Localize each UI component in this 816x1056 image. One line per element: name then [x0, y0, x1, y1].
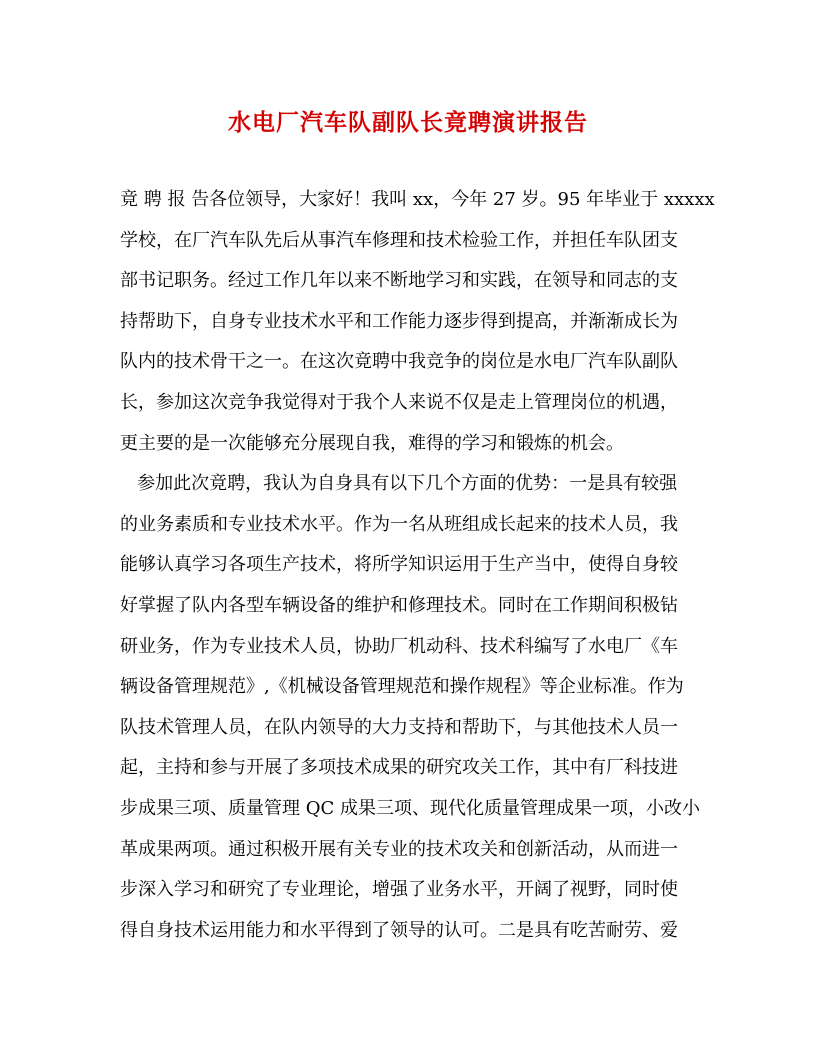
body-line: 起，主持和参与开展了多项技术成果的研究攻关工作，其中有厂科技进: [120, 757, 678, 779]
body-line: 参加此次竟聘，我认为自身具有以下几个方面的优势：一是具有较强: [120, 473, 678, 495]
body-line: 能够认真学习各项生产技术，将所学知识运用于生产当中，使得自身较: [120, 554, 678, 576]
document-body: [120, 180, 720, 951]
body-line: 辆设备管理规范》,《机械设备管理规范和操作规程》等企业标准。作为: [120, 676, 684, 698]
body-line: 持帮助下，自身专业技术水平和工作能力逐步得到提高，并渐渐成长为: [120, 310, 678, 332]
body-line: 的业务素质和专业技术水平。作为一名从班组成长起来的技术人员，我: [120, 513, 678, 535]
body-line: 队技术管理人员，在队内领导的大力支持和帮助下，与其他技术人员一: [120, 716, 678, 738]
body-line: 队内的技术骨干之一。在这次竟聘中我竞争的岗位是水电厂汽车队副队: [120, 351, 678, 373]
body-line: 步深入学习和研究了专业理论，增强了业务水平，开阔了视野，同时使: [120, 879, 678, 901]
body-line: 研业务，作为专业技术人员，协助厂机动科、技术科编写了水电厂《车: [120, 635, 678, 657]
body-line: 好掌握了队内各型车辆设备的维护和修理技术。同时在工作期间积极钻: [120, 594, 678, 616]
body-line: 得自身技术运用能力和水平得到了领导的认可。二是具有吃苦耐劳、爱: [120, 919, 678, 941]
body-line: 革成果两项。通过积极开展有关专业的技术攻关和创新活动，从而进一: [120, 838, 678, 860]
body-line: 长，参加这次竞争我觉得对于我个人来说不仅是走上管理岗位的机遇，: [120, 391, 678, 413]
body-line: 学校，在厂汽车队先后从事汽车修理和技术检验工作，并担任车队团支: [120, 229, 678, 251]
body-line: 更主要的是一次能够充分展现自我，难得的学习和锻炼的机会。: [120, 432, 624, 454]
body-line: 步成果三项、质量管理 QC 成果三项、现代化质量管理成果一项，小改小: [120, 797, 700, 819]
body-line: 部书记职务。经过工作几年以来不断地学习和实践，在领导和同志的支: [120, 270, 678, 292]
body-line: 竟 聘 报 告各位领导，大家好！我叫 xx，今年 27 岁。95 年毕业于 xxxxx: [120, 189, 715, 210]
document-title: 水电厂汽车队副队长竟聘演讲报告: [228, 109, 588, 136]
